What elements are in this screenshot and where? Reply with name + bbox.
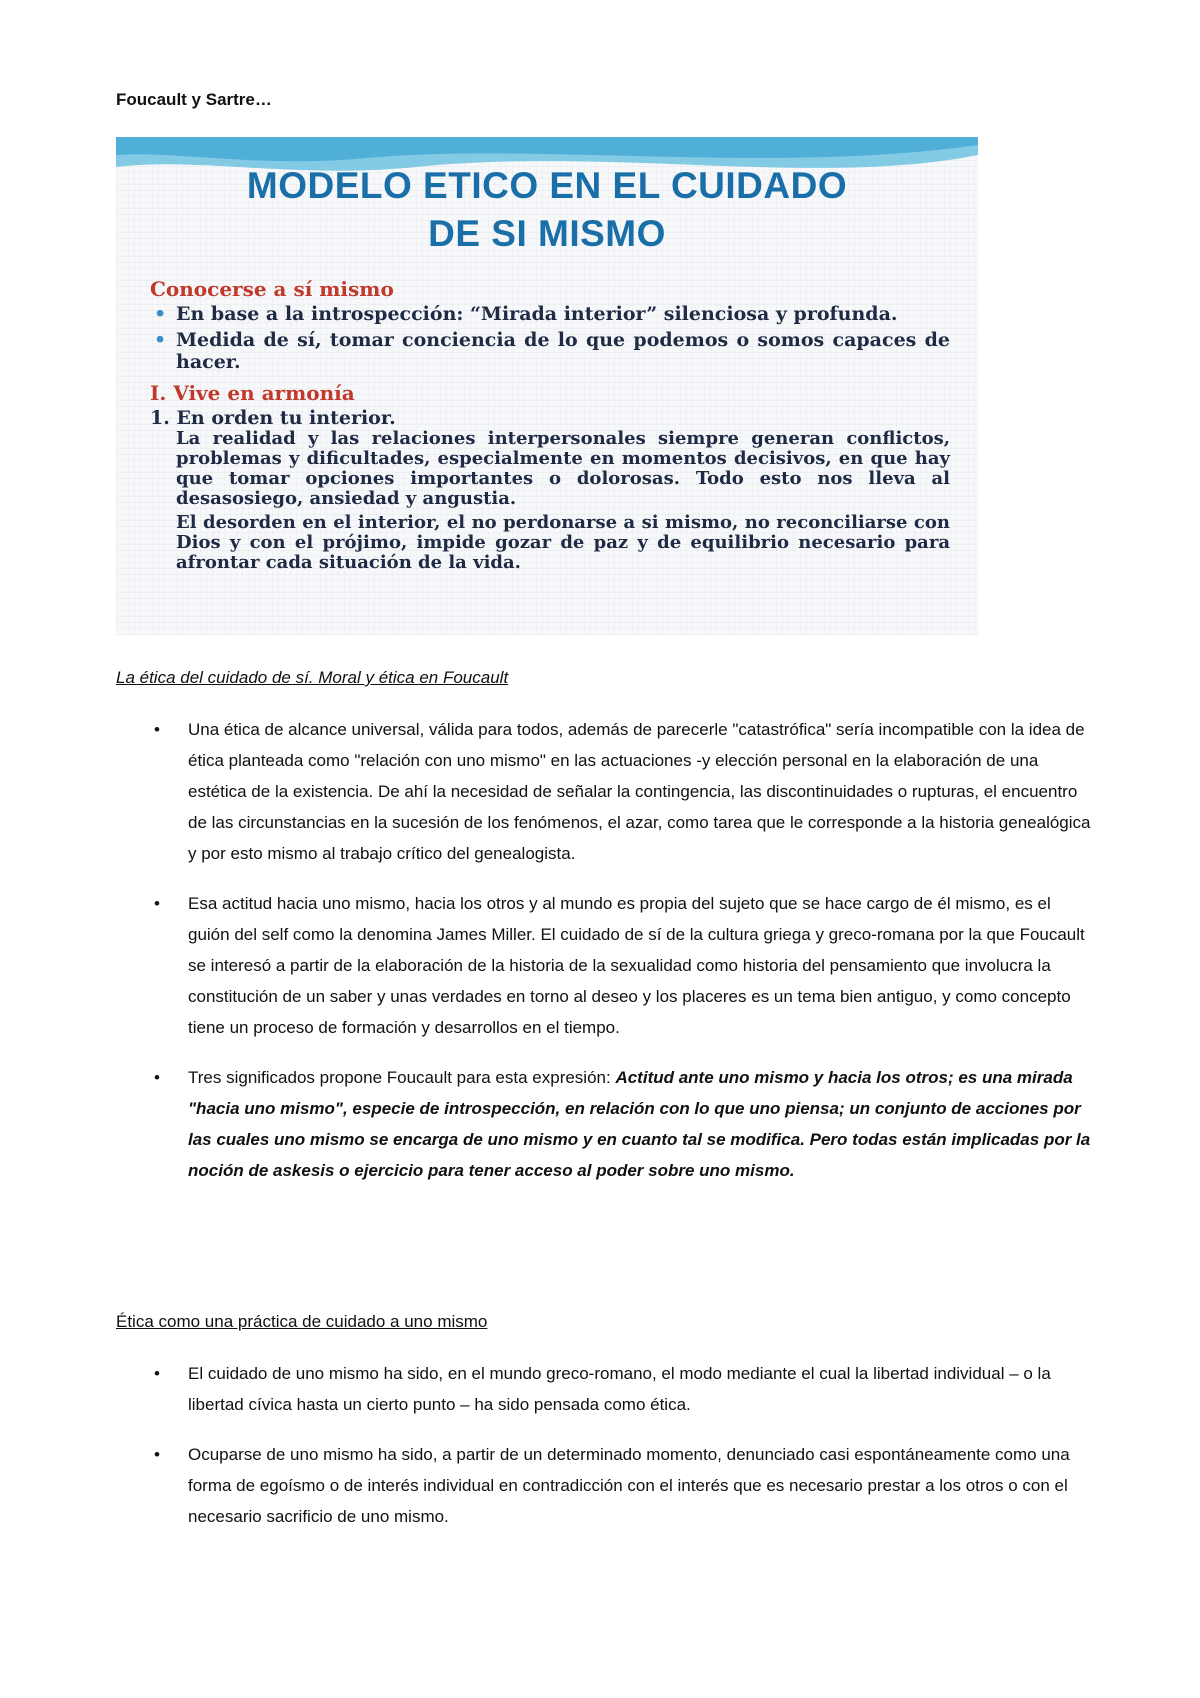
section-heading-etica-foucault: La ética del cuidado de sí. Moral y ética en Foucault: [116, 668, 509, 687]
slide-paragraph: La realidad y las relaciones interpersonales siempre generan conflictos, problemas y dificultades, especialmente en momentos decisivos, en que hay que tomar opciones importantes o dolorosas. Todo esto nos lleva al desasosiego, ansiedad y angustia.: [176, 428, 950, 509]
bullet-icon: •: [154, 720, 160, 739]
bullet-icon: •: [154, 1445, 160, 1464]
list-section-a: [116, 714, 1096, 1205]
bullet-icon: •: [154, 1068, 160, 1087]
page-title: Foucault y Sartre…: [116, 90, 272, 109]
slide-image: [116, 137, 978, 635]
list-section-b: [116, 1358, 1096, 1551]
slide-body: [150, 277, 950, 577]
bullet-icon: •: [154, 1364, 160, 1383]
section-heading-practica-cuidado: Ética como una práctica de cuidado a uno mismo: [116, 1312, 488, 1331]
list-item: • Una ética de alcance universal, válida para todos, además de parecerle "catastrófica" sería incompatible con la idea de ética planteada como "relación con uno mismo" en las actuaciones -y elección personal en la elaboración de una estética de la existencia. De ahí la necesidad de señalar la contingencia, las discontinuidades o rupturas, el encuentro de las circunstancias en la sucesión de los fenómenos, el azar, como tarea que le corresponde a la historia genealógica y por esto mismo al trabajo crítico del genealogista.: [116, 714, 1096, 869]
slide-section1-title: Conocerse a sí mismo: [150, 277, 394, 301]
list-item: • Esa actitud hacia uno mismo, hacia los otros y al mundo es propia del sujeto que se hace cargo de él mismo, es el guión del self como la denomina James Miller. El cuidado de sí de la cultura griega y greco-romana por la que Foucault se interesó a partir de la elaboración de la historia de la sexualidad como historia del pensamiento que involucra la constitución de un saber y unas verdades en torno al deseo y los placeres es un tema bien antiguo, y como concepto tiene un proceso de formación y desarrollos en el tiempo.: [116, 888, 1096, 1043]
slide-section2-title: I. Vive en armonía: [150, 381, 355, 405]
list-item: • El cuidado de uno mismo ha sido, en el mundo greco-romano, el modo mediante el cual la libertad individual – o la libertad cívica hasta un cierto punto – ha sido pensada como ética.: [116, 1358, 1096, 1420]
list-item: • Tres significados propone Foucault para esta expresión: Actitud ante uno mismo y hacia los otros; es una mirada "hacia uno mismo", especie de introspección, en relación con lo que uno piensa; un conjunto de acciones por las cuales uno mismo se encarga de uno mismo y en cuanto tal se modifica. Pero todas están implicadas por la noción de askesis o ejercicio para tener acceso al poder sobre uno mismo.: [116, 1062, 1096, 1186]
bullet-icon: •: [154, 894, 160, 913]
slide-paragraph: El desorden en el interior, el no perdonarse a si mismo, no reconciliarse con Dios y con el prójimo, impide gozar de paz y de equilibrio necesario para afrontar cada situación de la vida.: [176, 512, 950, 573]
slide-heading-line1: MODELO ETICO EN EL CUIDADO: [246, 165, 848, 206]
list-item: • Ocuparse de uno mismo ha sido, a partir de un determinado momento, denunciado casi espontáneamente como una forma de egoísmo o de interés individual en contradicción con el interés que es necesario prestar a los otros o con el necesario sacrificio de uno mismo.: [116, 1439, 1096, 1532]
slide-bullet: • Medida de sí, tomar conciencia de lo que podemos o somos capaces de hacer.: [154, 329, 950, 373]
slide-bullet: • En base a la introspección: “Mirada interior” silenciosa y profunda.: [154, 303, 898, 325]
slide-section2-sub: 1. En orden tu interior.: [150, 407, 396, 429]
slide-heading-line2: DE SI MISMO: [428, 213, 666, 254]
